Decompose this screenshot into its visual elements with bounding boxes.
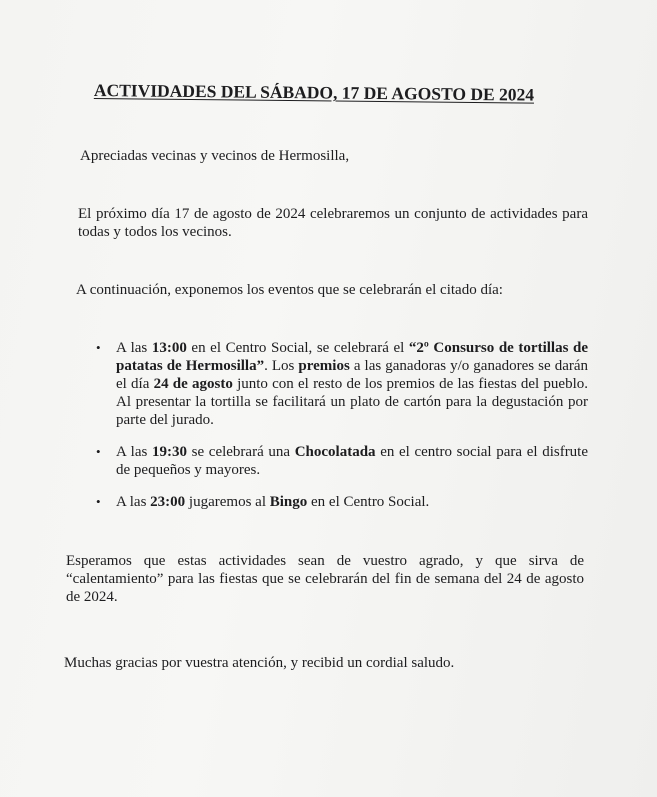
event-text: . Los (264, 358, 299, 374)
event-highlight: premios (298, 358, 350, 374)
event-item-1 (96, 339, 588, 429)
document-title: ACTIVIDADES DEL SÁBADO, 17 DE AGOSTO DE 2024 (93, 80, 535, 105)
thanks-paragraph: Muchas gracias por vuestra atención, y recibid un cordial saludo. (64, 655, 455, 671)
event-text: se celebrará una (186, 444, 295, 460)
bullet-icon: • (96, 340, 101, 355)
event-text: A las (116, 340, 152, 356)
intro-paragraph: El próximo día 17 de agosto de 2024 celebraremos un conjunto de actividades para todas y todos los vecinos. (78, 206, 588, 240)
events-intro-paragraph: A continuación, exponemos los eventos que se celebrarán el citado día: (76, 282, 503, 298)
event-text: junto con el resto de los premios de las fiestas del pueblo. Al presentar la tortilla se facilitará un plato de cartón para la degustación por parte del jurado. (116, 376, 588, 428)
bullet-icon: • (96, 444, 101, 459)
bullet-icon: • (96, 494, 101, 509)
event-text: jugaremos al (185, 494, 270, 510)
event-text: en el centro social para el disfrute de pequeños y mayores. (116, 444, 589, 478)
event-time: 23:00 (150, 494, 186, 510)
event-name: “2º Consurso de tortillas de patatas de Hermosilla” (116, 340, 588, 374)
event-name: Bingo (269, 494, 308, 510)
event-item-2 (96, 443, 588, 479)
event-time: 19:30 (151, 444, 187, 460)
event-text: A las (116, 494, 151, 510)
event-name: Chocolatada (294, 444, 376, 460)
closing-paragraph: Esperamos que estas actividades sean de vuestro agrado, y que sirva de “calentamiento” para las fiestas que se celebrarán del fin de semana del 24 de agosto de 2024. (66, 553, 584, 605)
events-list (96, 339, 588, 525)
greeting-paragraph: Apreciadas vecinas y vecinos de Hermosilla, (80, 148, 350, 164)
event-item-3 (96, 493, 588, 511)
event-text: a las ganadoras y/o ganadores se darán el día (116, 358, 589, 392)
event-text: A las (116, 444, 152, 460)
event-date: 24 de agosto (153, 376, 233, 392)
event-time: 13:00 (151, 340, 187, 356)
event-text: en el Centro Social, se celebrará el (186, 340, 409, 356)
event-text: en el Centro Social. (307, 494, 430, 510)
